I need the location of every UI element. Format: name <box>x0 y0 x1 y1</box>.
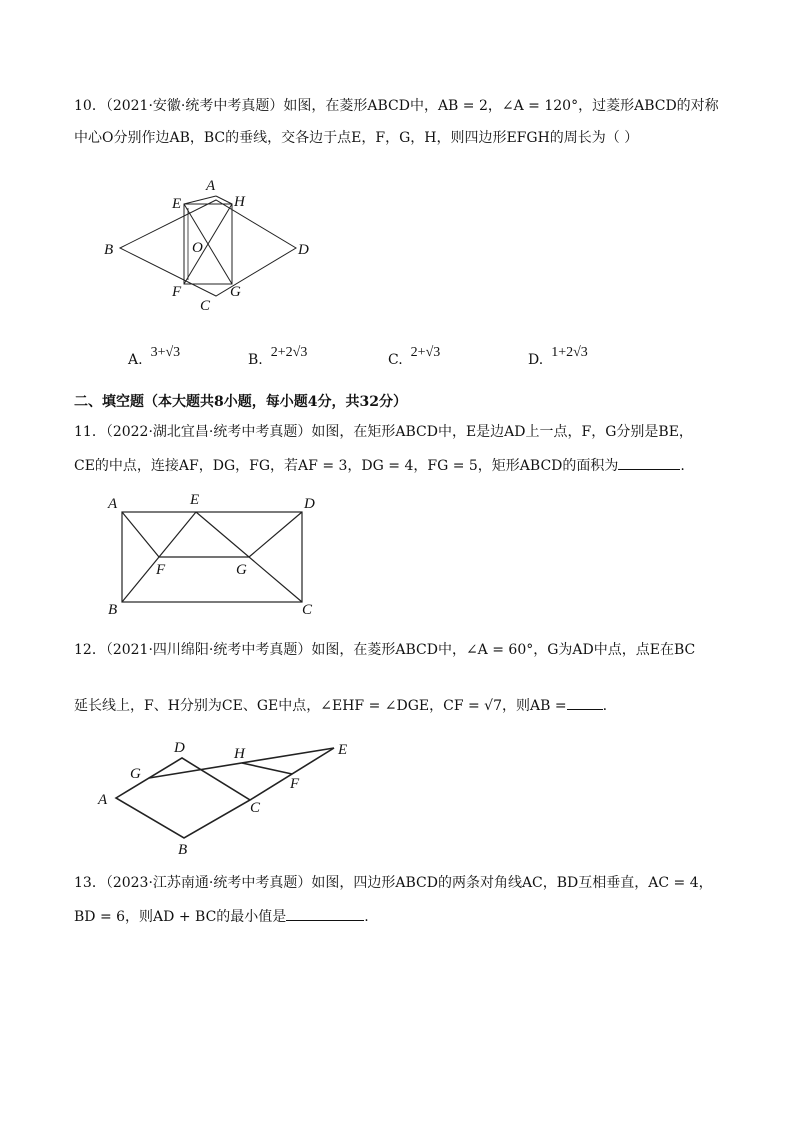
q12-line2: 延长线上，F、H分别为CE、GE中点，∠EHF = ∠DGE，CF = √7，则AB = . <box>74 695 607 716</box>
q11-label-c: C <box>302 602 313 618</box>
q10-option-c: C. 2+√3 <box>388 345 441 368</box>
q10-option-a-value: 3+√3 <box>150 345 181 360</box>
q12-label-b: B <box>178 842 188 858</box>
q11-number: 11． <box>74 424 106 440</box>
q10-label-e: E <box>172 196 182 212</box>
q10-label-d: D <box>298 242 309 258</box>
q12-label-e: E <box>338 742 348 758</box>
q10-label-a: A <box>206 178 216 194</box>
q10-label-h: H <box>234 194 245 210</box>
q11-label-d: D <box>304 496 315 512</box>
q10-option-d-value: 1+2√3 <box>551 345 588 360</box>
q12-label-a: A <box>98 792 108 808</box>
q12-figure <box>98 738 358 858</box>
q10-option-a: A. 3+√3 <box>128 345 181 368</box>
section-heading-fill-in: 二、填空题（本大题共8小题，每小题4分，共32分） <box>74 394 407 410</box>
q10-option-b-value: 2+2√3 <box>270 345 308 360</box>
q13-text-line1: （2023·江苏南通·统考中考真题）如图，四边形ABCD的两条对角线AC，BD互相垂直，AC = 4， <box>105 875 713 891</box>
q10-option-c-value: 2+√3 <box>410 345 441 360</box>
q12-label-c: C <box>250 800 261 816</box>
q12-label-h: H <box>234 746 245 762</box>
q11-answer-blank <box>618 455 680 470</box>
q12-label-g: G <box>130 766 141 782</box>
q11-line2: CE的中点，连接AF，DG，FG，若AF = 3，DG = 4，FG = 5，矩形ABCD的面积为 . <box>74 455 685 476</box>
q10-text-line1: （2021·安徽·统考中考真题）如图，在菱形ABCD中，AB = 2，∠A = 120°，过菱形ABCD的对称 <box>105 98 719 114</box>
q11-label-g: G <box>236 562 247 578</box>
q10-label-c: C <box>200 298 211 314</box>
q11-figure <box>104 490 344 620</box>
q11-line1 <box>74 422 693 442</box>
q10-option-d: D. 1+2√3 <box>528 345 588 368</box>
q11-label-e: E <box>190 492 200 508</box>
q13-line2: BD = 6，则AD + BC的最小值是 . <box>74 906 369 927</box>
q10-label-o: O <box>192 240 203 256</box>
q12-label-f: F <box>290 776 300 792</box>
q10-label-g: G <box>230 284 241 300</box>
q11-label-a: A <box>108 496 118 512</box>
q12-text-line2: 延长线上，F、H分别为CE、GE中点，∠EHF = ∠DGE，CF = √7，则AB = <box>74 698 567 714</box>
q10-option-b: B. 2+2√3 <box>248 345 308 368</box>
q10-number: 10． <box>74 98 106 114</box>
q13-number: 13． <box>74 875 106 891</box>
q12-number: 12． <box>74 642 106 658</box>
q11-text-line2: CE的中点，连接AF，DG，FG，若AF = 3，DG = 4，FG = 5，矩形ABCD的面积为 <box>74 458 619 474</box>
q13-line1 <box>74 873 713 893</box>
q11-label-f: F <box>156 562 166 578</box>
q10-line1 <box>74 96 719 116</box>
q10-label-f: F <box>172 284 182 300</box>
q10-line2: 中心O分别作边AB，BC的垂线，交各边于点E，F，G，H，则四边形EFGH的周长为（ ） <box>74 130 639 146</box>
rhombus-abcd <box>120 200 296 296</box>
q11-text-line1: （2022·湖北宜昌·统考中考真题）如图，在矩形ABCD中，E是边AD上一点，F，G分别是BE， <box>105 424 693 440</box>
q10-figure <box>100 178 320 318</box>
q13-text-line2: BD = 6，则AD + BC的最小值是 <box>74 909 287 925</box>
q12-label-d: D <box>174 740 185 756</box>
q12-answer-blank <box>567 695 603 710</box>
q12-line1 <box>74 640 695 660</box>
q11-label-b: B <box>108 602 118 618</box>
q13-answer-blank <box>286 906 364 921</box>
q10-label-b: B <box>104 242 114 258</box>
q12-text-line1: （2021·四川绵阳·统考中考真题）如图，在菱形ABCD中，∠A = 60°，G为AD中点，点E在BC <box>105 642 696 658</box>
